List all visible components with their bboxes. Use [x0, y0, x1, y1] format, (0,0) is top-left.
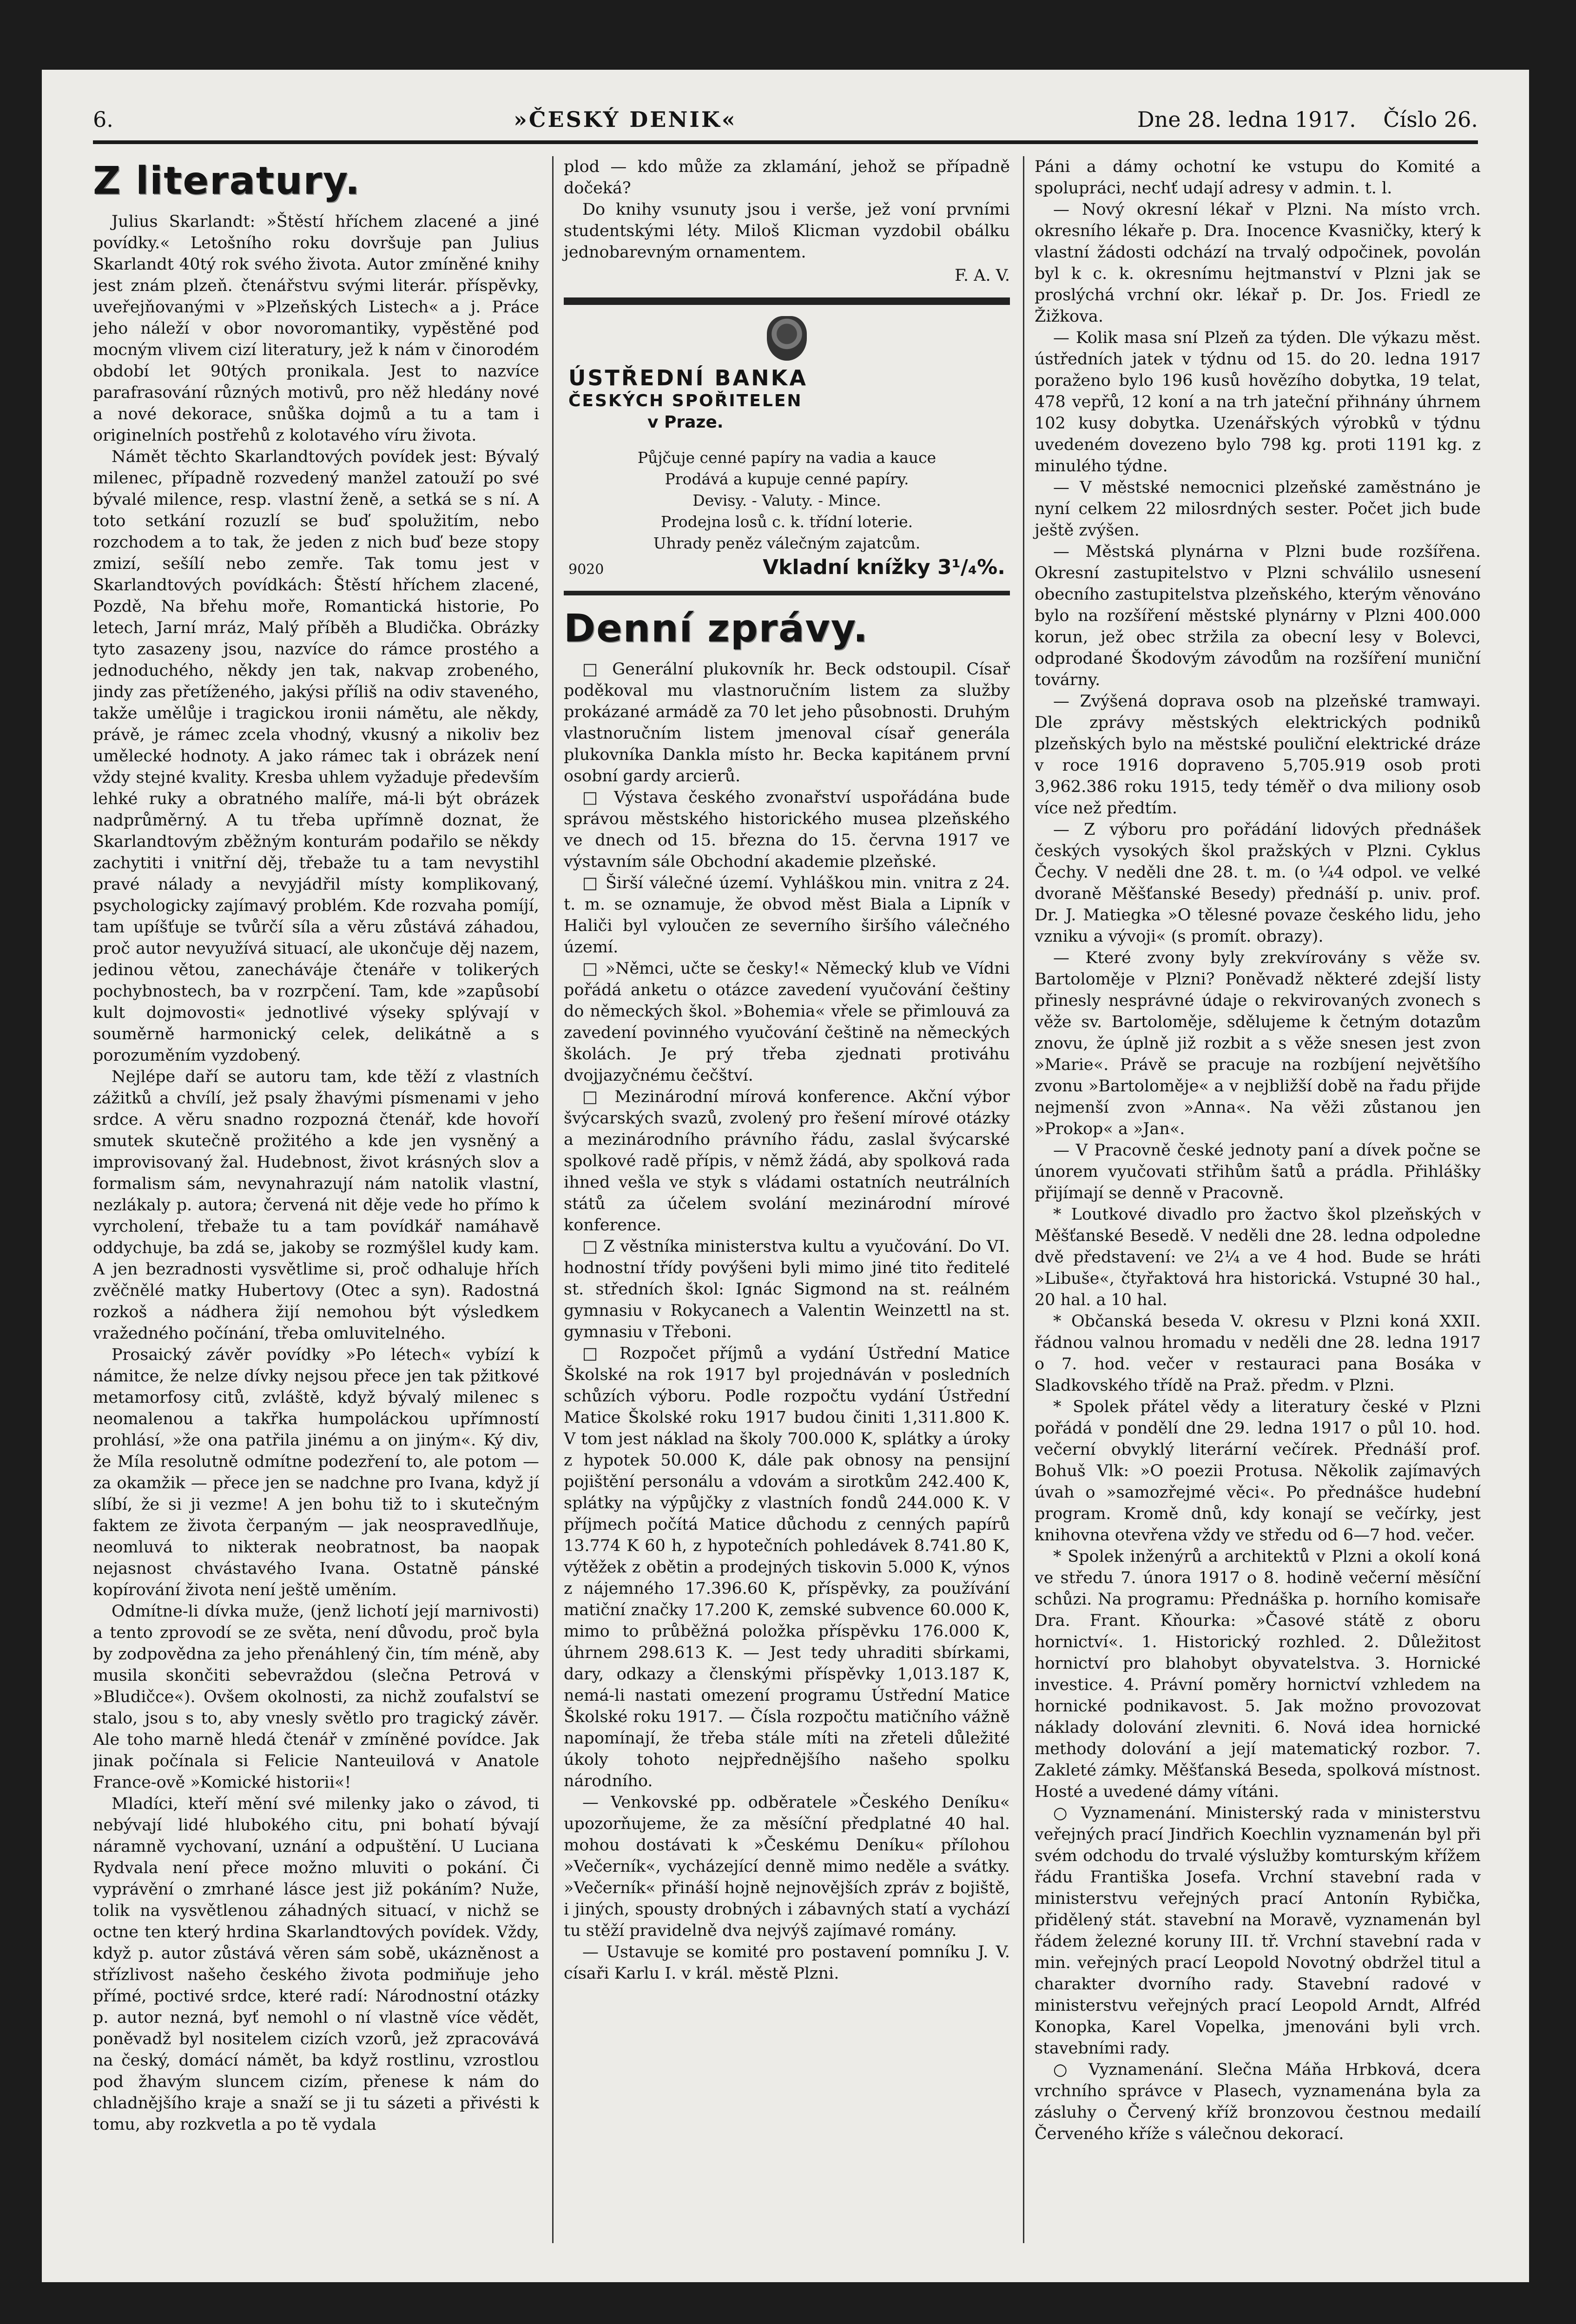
news-item: Páni a dámy ochotní ke vstupu do Komité a spolupráci, nechť udají adresy v admin. t. l. [1035, 158, 1481, 198]
bank-emblem-icon [767, 316, 807, 361]
issue-info [1137, 107, 1478, 132]
ad-code: 9020 [568, 561, 604, 578]
news-item: — Kolik masa sní Plzeň za týden. Dle výkazu měst. ústředních jatek v týdnu od 15. do 20. ledna 1917 poraženo bylo 196 kusů hovězího dobytka, 19 telat, 478 vepřů, 12 koní a na trh jateční přihnány úhrnem 102 kusy dobytka. Uzenářských výrobků v týdnu uvedeném dovezeno bylo 798 kg. proti 1191 kg. z minulého týdne. [1035, 329, 1481, 475]
article-continuation: plod — kdo může za zklamání, jehož se případně dočeká? [564, 158, 1010, 198]
news-item: — V městské nemocnici plzeňské zaměstnáno je nyní celkem 22 milosrdných sester. Počet jich bude ještě zvýšen. [1035, 478, 1481, 540]
news-item: — V Pracovně české jednoty paní a dívek počne se únorem vyučovati střihům šatů a prádla. Přihlášky přijímají se denně v Pracovně. [1035, 1141, 1481, 1202]
article-paragraph: Julius Skarlandt: »Štěstí hříchem zlacené a jiné povídky.« Letošního roku dovršuje pan Julius Skarlandt 40tý rok svého života. Autor zmíněné knihy jest znám plzeň. čtenářstvu svými literár. příspěvky, uveřejňovanými v »Plzeňských Listech« a j. Práce jeho náleží v obor novoromantiky, vypěstěné pod mocným vlivem cizí literatury, jež k nám v činorodém období let 90tých pronikala. Jest to nazvíce parafrasování různých motivů, pro něž hledány nové a nové dekorace, snůška dojmů a tu a tam i originelních postřehů z kolotavého víru života. [93, 212, 539, 445]
ad-service-line: Uhrady peněz válečným zajatcům. [653, 534, 921, 552]
masthead-title: »ČESKÝ DENIK« [514, 107, 737, 132]
article-paragraph: Prosaický závěr povídky »Po létech« vybízí k námitce, že nelze dívky nejsou přece jen tak pžitkové metamorfosy citů, zvláště, když bývalý milenec s neomalenou a takřka humpoláckou upřímností prohlásí, »že ona patřila jinému a on jiným«. Ký div, že Míla resolutně odmítne podezření to, ale potom — za okamžik — přece jen se nadchne pro Ivana, když jí slíbí, že si ji vezme! A jen bohu tiž to i skutečným faktem ze života čerpaným — jak neospravedlňuje, neomluvá to nikterak neobratnost, ba naopak nejasnost chvástavého Ivana. Ostatně pánské kopírování života není ještě uměním. [93, 1346, 539, 1599]
news-item: □ Generální plukovník hr. Beck odstoupil. Císař poděkoval mu vlastnoručním listem za služby prokázané armádě za 70 let jeho působnosti. Druhým vlastnoručním listem jmenoval císař generála plukovníka Dankla místo hr. Becka kapitánem první osobní gardy arcierů. [564, 660, 1010, 786]
issue-date: Dne 28. ledna 1917. [1137, 107, 1356, 132]
column-local-news [1023, 156, 1481, 2243]
news-item: — Městská plynárna v Plzni bude rozšířena. Okresní zastupitelstvo v Plzni schválilo usnesení obecního zastupitelstva plzeňského, kterým věnováno bylo na rozšíření městské plynárny v Plzni 400.000 korun, jež obec stržila za obecní lesy v Bolevci, odprodané Škodovým závodům na rozšíření muniční továrny. [1035, 542, 1481, 689]
news-item: ○ Vyznamenání. Ministerský rada v ministerstvu veřejných prací Jindřich Koechlin vyznamenán byl při svém odchodu do trvalé výslužby komturským křížem řádu Františka Josefa. Vrchní stavební rada v ministerstvu veřejných prací Antonín Rybička, přidělený stát. stavební na Moravě, vyznamenán byl řádem železné koruny III. tř. Vrchní stavební rada v min. veřejných prací Leopold Novotný obdržel titul a charakter dvorního rady. Stavební radové v ministerstvu veřejných prací Leopold Arndt, Alfréd Konopka, Karel Vopelka, jmenováni byli vrch. stavebními rady. [1035, 1804, 1481, 2058]
ad-service-line: Prodává a kupuje cenné papíry. [665, 470, 909, 488]
bank-advertisement [564, 297, 1010, 595]
article-paragraph: Do knihy vsunuty jsou i verše, jež voní prvními studentskými léty. Miloš Klicman vyzdobil obálku jednobarevným ornamentem. [564, 200, 1010, 262]
newspaper-page [42, 70, 1529, 2282]
news-item: — Nový okresní lékař v Plzni. Na místo vrch. okresního lékaře p. Dra. Inocence Kvasničky, který k vlastní žádosti odchází na trvalý odpočinek, povolán byl k c. k. okresnímu hejtmanství v Plzni jak se proslýchá vrchní okr. lékař p. Dr. Jos. Friedl ze Žižkova. [1035, 200, 1481, 326]
article-paragraph: Námět těchto Skarlandtových povídek jest: Bývalý milenec, případně rozvedený manžel zatouží po své bývalé milence, resp. vlastní ženě, a setká se s ní. A toto setkání rozuzlí se buď spolužitím, nebo rozchodem a to tak, že jeden z nich buď beze stopy zmizí, sešílí nebo zemře. Tak tomu jest v Skarlandtových povídkách: Štěstí hříchem zlacené, Pozdě, Na břehu moře, Romantická historie, Po letech, Jarní mráz, Malý příběh a Bludička. Obrázky tyto zasazeny jsou, nazvíce do rámce prostého a jednoduchého, někdy jen tak, nakvap zrobeného, jindy zas přetíženého, jakýsi příliš na odiv staveného, takže umělůje i tragickou ironii námětu, ale někdy, právě, je rámec zcela vhodný, vkusný a nikoliv bez umělecké hodnoty. A jako rámec tak i obrázek není vždy stejné kvality. Kresba uhlem vyžaduje především lehké ruky a obratného malíře, má-li být obrázek nadprůměrný. A tu třeba upřímně doznat, že Skarlandtovým zběžným konturám podařilo se někdy zachytiti i vnitřní děj, třebaže tu a tam nevystihl pravé nálady a nevyjádřil místy komplikovaný, psychologicky zajímavý problém. Kde rozvaha pomíjí, tam upíšťuje se tvůrčí síla a věru zůstává záhadou, proč autor nevyužívá situací, ale ukončuje děj nazem, jedinou větou, zanecháváje čtenáře v tolikerých pochybnostech, ba v rozrpčení. Tam, kde »zapůsobí kult dojmovosti« jednotlivé výseky splývají v souměrně harmonický celek, delikátně a s porozuměním vyzdobený. [93, 448, 539, 1065]
ad-service-line: Půjčuje cenné papíry na vadia a kauce [637, 449, 936, 467]
article-paragraph: Mladíci, kteří mění své milenky jako o závod, ti nebývají lidé hlubokého citu, pni bohatí bývají náramně vychovaní, uznání a odpuštění. U Luciana Rydvala není přece možno mluviti o pokání. Či vyprávění o zmrhané lásce jest již pokáním? Nuže, tolik na vysvětlenou záhadných situací, v nichž se octne ten který hrdina Skarlandtových povídek. Vždy, když p. autor zůstává věren sám sobě, ukázněnost a střízlivost našeho českého života podmiňuje jeho přímé, poctivé srdce, které radí: Národnostní otázky p. autor nezná, byť nemohl o ní vlastně více vědět, poněvadž byl nositelem cizích vzorů, jež zpracovává na český, domácí námět, ba když rostlinu, vzrostlou pod žhavým sluncem cizím, přenese k nám do chladnějšího kraje a snaží se ji tu sázeti a přivésti k tomu, aby rozkvetla a po tě vydala [93, 1795, 539, 2134]
news-item: * Spolek přátel vědy a literatury české v Plzni pořádá v pondělí dne 29. ledna 1917 o půl 10. hod. večerní obvyklý literární večírek. Přednáší prof. Bohuš Vlk: »O poezii Protusa. Několik zajímavých úvah o »samozřejmé věci«. Po přednášce hudební program. Kromě dnů, kdy konají se večírky, jest knihovna otevřena vždy ve středu od 6—7 hod. večer. [1035, 1398, 1481, 1545]
article-paragraph: Nejlépe daří se autoru tam, kde těží z vlastních zážitků a chvílí, jež psaly žhavými písmenami v jeho srdce. A věru snadno rozpozná čtenář, kde hovoří smutek skutečně prožitého a kde jen vysněný a improvisovaný žal. Hudebnost, život krásných slov a formalism sám, nevynahrazují nám natolik vlastní, nezlákaly p. autora; červená nit děje vede ho přímo k vyrcholení, třebaže tu a tam povídkář namáhavě oddychuje, ba zdá se, jakoby se rozmýšlel kudy kam. A jen bezradnosti vysvětlime si, proč odhaluje hřích zvěčnělé matky Hubertovy (Otec a syn). Radostná rozkoš a nádhera žijí nemohou být výsledkem vražedného počínání, třeba omluvitelného. [93, 1068, 539, 1343]
section-heading-literature: Z literatury. [93, 159, 361, 203]
news-item: □ Rozpočet příjmů a vydání Ústřední Matice Školské na rok 1917 byl projednáván v posledních schůzích výboru. Podle rozpočtu vydání Ústřední Matice Školské roku 1917 budou činiti 1,311.800 K. V tom jest náklad na školy 700.000 K, splátky a úroky z hypotek 50.000 K, dále pak obnosy na pensijní pojištění personálu a vdovám a sirotkům 242.400 K, splátky na výpůjčky z vlastních fondů 244.000 K. V příjmech počítá Matice důchodu z cenných papírů 13.774 K 60 h, z hypotečních pohledávek 8.741.80 K, výtěžek z obětin a prodejných tiskovin 5.000 K, výnos z nájemného 17.396.60 K, příspěvky, za používání matiční značky 17.200 K, zemské subvence 60.000 K, mimo to průběžná položka příspěvku 176.000 K, úhrnem 298.613 K. — Jest tedy uhraditi sbírkami, dary, odkazy a členskými příspěvky 1,013.187 K, nemá-li nastati omezení programu Ústřední Matice Školské roku 1917. — Čísla rozpočtu matičního vážně napomínají, že třeba stále míti na zřeteli důležité úkoly tohoto nejpřednějšího našeho spolku národního. [564, 1344, 1010, 1790]
bank-name-line2: ČESKÝCH SPOŘITELEN [568, 391, 803, 410]
column-daily-news [552, 156, 1010, 2243]
news-item: * Loutkové divadlo pro žactvo škol plzeňských v Měšťanské Besedě. V neděli dne 28. ledna odpoledne dvě představení: ve 2¼ a ve 4 hod. Bude se hráti »Libuše«, čtyřaktová hra historická. Vstupné 30 hal., 20 hal. a 10 hal. [1035, 1205, 1481, 1309]
column-literature [93, 156, 539, 2243]
author-signature: F. A. V. [955, 266, 1010, 285]
news-item: * Spolek inženýrů a architektů v Plzni a okolí koná ve středu 7. února 1917 o 8. hodině večerní měsíční schůzi. Na programu: Přednáška p. horního komisaře Dra. Frant. Kňourka: »Časové státě z oboru hornictví«. 1. Historický rozhled. 2. Důležitost hornictví pro blahobyt obyvatelstva. 3. Hornické investice. 4. Právní poměry hornictví vzhledem na hornické podnikavost. 5. Jak možno provozovat náklady dolování zlevniti. 6. Nová idea hornické methody dolování a její matematický rozbor. 7. Zakleté zámky. Měšťanská Beseda, spolková místnost. Hosté a uvedené dámy vítáni. [1035, 1547, 1481, 1801]
news-item: ○ Vyznamenání. Slečna Máňa Hrbková, dcera vrchního správce v Plasech, vyznamenána byla za zásluhy o Červený kříž bronzovou čestnou medailí Červeného kříže s válečnou dekorací. [1035, 2060, 1481, 2143]
ad-service-line: Devisy. - Valuty. - Mince. [692, 491, 881, 509]
news-item: □ Širší válečné území. Vyhláškou min. vnitra z 24. t. m. se oznamuje, že obvod měst Biala a Lipník v Haliči byl vyloučen ze severního širšího válečného území. [564, 874, 1010, 957]
news-item: — Ustavuje se komité pro postavení pomníku J. V. císaři Karlu I. v král. městě Plzni. [564, 1943, 1010, 1983]
ad-service-line: Prodejna losů c. k. třídní loterie. [660, 513, 913, 531]
ad-savings-books: Vkladní knížky 3¹/₄%. [763, 555, 1005, 579]
news-item: * Občanská beseda V. okresu v Plzni koná XXII. řádnou valnou hromadu v neděli dne 28. ledna 1917 o 7. hod. večer v restauraci pana Bosáka v Sladkovského třídě na Praž. předm. v Plzni. [1035, 1312, 1481, 1395]
news-item: □ Z věstníka ministerstva kultu a vyučování. Do VI. hodnostní třídy povýšeni byli mimo jiné tito ředitelé st. středních škol: Ignác Sigmond na st. reálném gymnasiu v Rokycanech a Valentin Weinzettl na st. gymnasiu v Třeboni. [564, 1237, 1010, 1341]
news-item: — Které zvony byly zrekvírovány s věže sv. Bartoloměje v Plzni? Poněvadž některé zdejší listy přinesly nesprávné údaje o rekvirovaných zvonech s věže sv. Bartoloměje, sdělujeme k četným dotazům znovu, že úplně již rozbit a s věže snesen jest zvon »Marie«. Právě se pracuje na rozbíjení největšího zvonu »Bartoloměje« a v nejbližší době na řadu přijde nejmenší zvon »Anna«. Na věži zůstanou jen »Prokop« a »Jan«. [1035, 949, 1481, 1138]
bank-city: v Praze. [647, 413, 724, 432]
issue-number: Číslo 26. [1383, 107, 1478, 132]
page-header [93, 107, 1478, 144]
bank-name-line1: ÚSTŘEDNÍ BANKA [568, 365, 808, 390]
news-item: □ Výstava českého zvonařství uspořádána bude správou městského historického musea plzeňského ve dnech od 15. března do 15. června 1917 ve výstavním sále Obchodní akademie plzeňské. [564, 788, 1010, 871]
news-item: — Z výboru pro pořádání lidových přednášek českých vysokých škol pražských v Plzni. Cyklus Čechy. V neděli dne 28. t. m. (o ¼4 odpol. ve velké dvoraně Měšťanské Besedy) přednáší p. univ. prof. Dr. J. Matiegka »O tělesné povaze českého lidu, jeho vzniku a vývoji« (s promít. obrazy). [1035, 820, 1481, 946]
section-heading-daily-news: Denní zprávy. [564, 607, 869, 651]
news-item: □ »Němci, učte se česky!« Německý klub ve Vídni pořádá anketu o otázce zavedení vyučování češtiny do německých škol. »Bohemia« vřele se přimlouvá za zavedení povinného vyučování češtině na německých školách. Je prý třeba zjednati protiváhu dvojjazyčnému čečštví. [564, 959, 1010, 1085]
page-number: 6. [93, 107, 113, 132]
article-paragraph: Odmítne-li dívka muže, (jenž lichotí její marnivosti) a tento zprovodí se ze světa, není důvodu, proč byla by zodpovědna za jeho přenáhlený čin, tím méně, aby musila skončiti sebevraždou (slečna Petrová v »Bludičce«). Ovšem okolnosti, za nichž zoufalství se stalo, jsou s to, aby vnesly světlo pro tragický závěr. Ale toho marně hledá čtenář v zmíněné povídce. Jak jinak počínala si Felicie Nanteuilová v Anatole France-ově »Komické historii«! [93, 1602, 539, 1792]
news-item: — Venkovské pp. odběratele »Českého Deníku« upozorňujeme, že za měsíční předplatné 40 hal. mohou dostávati k »Českému Deníku« přílohou »Večerník«, vycházející denně mimo neděle a svátky. »Večerník« přináší hojně nejnovějších zpráv z bojiště, i jiných, spousty drobných i zábavných statí a vychází tu stěží pravidelně dva nejvýš zajímavé romány. [564, 1793, 1010, 1940]
news-item: □ Mezinárodní mírová konference. Akční výbor švýcarských svazů, zvolený pro řešení mírové otázky a mezinárodního právního řádu, zaslal švýcarské spolkové radě přípis, v němž žádá, aby spolková rada ihned vešla ve styk s vládami ostatních neutrálních států za účelem svolání mezinárodní mírové konference. [564, 1088, 1010, 1235]
news-item: — Zvýšená doprava osob na plzeňské tramwayi. Dle zprávy městských elektrických podniků plzeňských bylo na městské pouliční elektrické dráze v roce 1916 dopraveno 5,705.919 osob proti 3,962.386 roku 1915, tedy téměř o dva miliony osob více než předtím. [1035, 692, 1481, 818]
